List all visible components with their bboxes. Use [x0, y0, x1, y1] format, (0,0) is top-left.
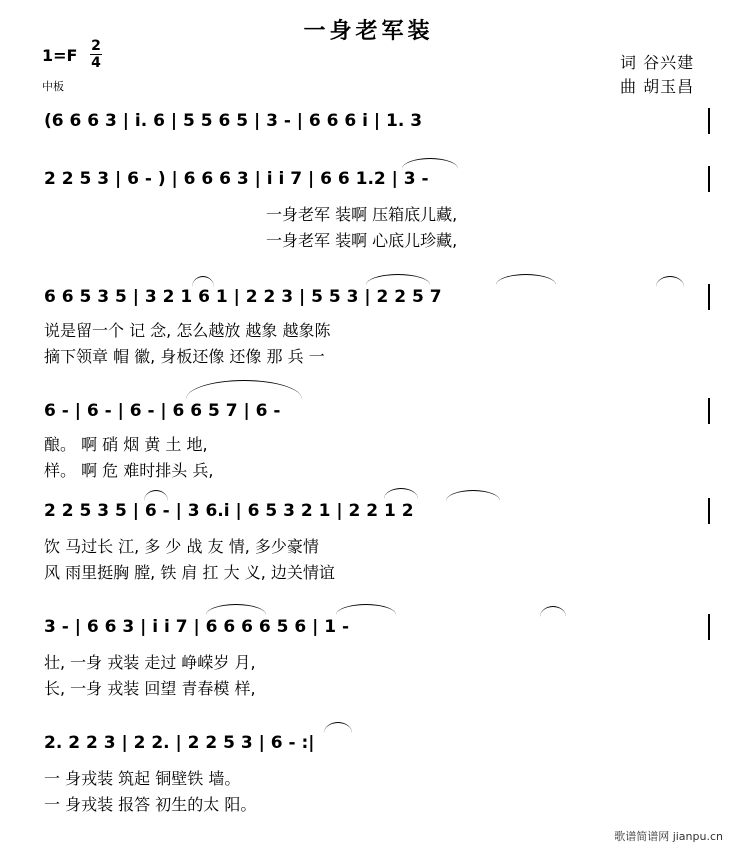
lyricist-credit: 词 谷兴建 [620, 53, 695, 72]
lyric-verse-2: 长, 一身 戎装 回望 青春模 样, [44, 679, 256, 698]
barline [708, 614, 710, 640]
time-signature [88, 38, 104, 71]
lyric-verse-1: 说是留一个 记 念, 怎么越放 越象 越象陈 [44, 321, 331, 340]
notation-line: 2 2 5 3 | 6 - ) | 6 6 6 3 | i i 7 | 6 6 1.2 | 3 - [44, 169, 429, 189]
barline [708, 108, 710, 134]
slur [324, 722, 352, 733]
lyric-verse-1: 酿。 啊 硝 烟 黄 土 地, [44, 435, 208, 454]
barline [708, 284, 710, 310]
slur [446, 490, 500, 501]
slur [496, 274, 556, 285]
barline [708, 498, 710, 524]
lyric-verse-2: 风 雨里挺胸 膛, 铁 肩 扛 大 义, 边关情谊 [44, 563, 335, 582]
song-title: 一身老军装 [303, 19, 434, 44]
tempo-marking: 中板 [42, 80, 64, 93]
lyric-verse-1: 饮 马过长 江, 多 少 战 友 情, 多少豪情 [44, 537, 319, 556]
notation-line: 2 2 5 3 5 | 6 - | 3 6.i | 6 5 3 2 1 | 2 2 1 2 [44, 501, 414, 521]
lyric-verse-1: 壮, 一身 戎装 走过 峥嵘岁 月, [44, 653, 256, 672]
notation-line: 3 - | 6 6 3 | i i 7 | 6 6 6 6 5 6 | 1 - [44, 617, 349, 637]
watermark: 歌谱简谱网 jianpu.cn [614, 830, 723, 843]
lyric-verse-2: 摘下领章 帽 徽, 身板还像 还像 那 兵 一 [44, 347, 325, 366]
slur [656, 276, 684, 287]
time-signature-top: 2 [91, 38, 101, 54]
lyric-verse-2: 一身老军 装啊 心底儿珍藏, [266, 231, 458, 250]
slur [540, 606, 566, 617]
notation-line: 6 - | 6 - | 6 - | 6 6 5 7 | 6 - [44, 401, 281, 421]
composer-credit: 曲 胡玉昌 [620, 77, 695, 96]
lyric-verse-2: 样。 啊 危 难时排头 兵, [44, 461, 214, 480]
lyric-verse-1: 一 身戎装 筑起 铜壁铁 墙。 [44, 769, 241, 788]
time-signature-bottom: 4 [91, 55, 101, 71]
lyric-verse-2: 一 身戎装 报答 初生的太 阳。 [44, 795, 257, 814]
key-signature: 1=F [42, 46, 78, 65]
barline [708, 166, 710, 192]
barline [708, 398, 710, 424]
notation-line: 2. 2 2 3 | 2 2. | 2 2 5 3 | 6 - :| [44, 733, 315, 753]
notation-line: 6 6 5 3 5 | 3 2 1 6 1 | 2 2 3 | 5 5 3 | 2 2 5 7 [44, 287, 442, 307]
lyric-verse-1: 一身老军 装啊 压箱底儿藏, [266, 205, 458, 224]
slur [186, 380, 302, 399]
notation-line: (6 6 6 3 | i. 6 | 5 5 6 5 | 3 - | 6 6 6 i | 1. 3 [44, 111, 423, 131]
